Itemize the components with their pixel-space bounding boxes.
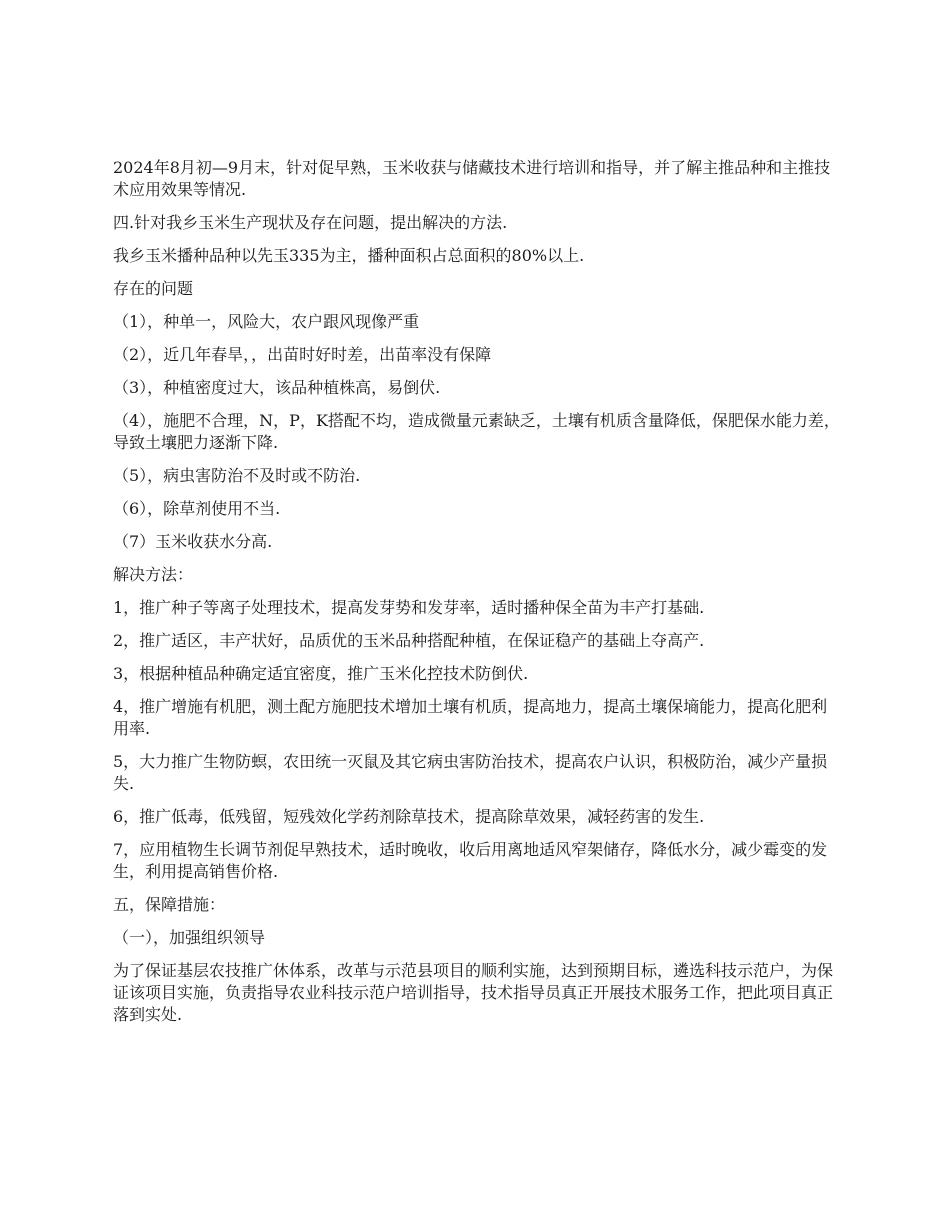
document-page <box>113 157 843 1037</box>
problem-item-7: （7）玉米收获水分高. <box>113 532 273 551</box>
solution-item-3: 3，根据种植品种确定适宜密度，推广玉米化控技术防倒伏. <box>113 664 529 683</box>
problem-item-1: （1），种单一，风险大，农户跟风现像严重 <box>113 312 420 331</box>
paragraph-variety: 我乡玉米播种品种以先玉335为主，播种面积占总面积的80%以上. <box>113 246 585 265</box>
solution-item-1: 1，推广种子等离子处理技术，提高发芽势和发芽率，适时播种保全苗为丰产打基础. <box>113 598 705 617</box>
section-heading-four: 四.针对我乡玉米生产现状及存在问题，提出解决的方法. <box>113 213 508 232</box>
solution-item-7: 7，应用植物生长调节剂促早熟技术，适时晚收，收后用离地适风窄架储存，降低水分，减少霉变的发生，利用提高销售价格. <box>113 840 828 881</box>
paragraph-intro: 2024年8月初—9月末，针对促早熟，玉米收获与储藏技术进行培训和指导，并了解主推品种和主推技术应用效果等情况. <box>113 158 831 199</box>
problem-item-5: （5），病虫害防治不及时或不防治. <box>113 466 361 485</box>
measure-heading-1: （一），加强组织领导 <box>113 928 266 947</box>
paragraph-closing: 为了保证基层农技推广休体系，改革与示范县项目的顺利实施，达到预期目标，遴选科技示范户，为保证该项目实施，负责指导农业科技示范户培训指导，技术指导员真正开展技术服务工作，把此项目真正落到实处. <box>113 961 834 1024</box>
solution-item-5: 5，大力推广生物防螟，农田统一灭鼠及其它病虫害防治技术，提高农户认识，积极防治，减少产量损失. <box>113 752 828 793</box>
solution-item-2: 2，推广适区，丰产状好，品质优的玉米品种搭配种植，在保证稳产的基础上夺高产. <box>113 631 705 650</box>
problem-item-3: （3），种植密度过大，该品种植株高，易倒伏. <box>113 378 441 397</box>
solutions-heading: 解决方法： <box>113 565 194 584</box>
solution-item-4: 4，推广增施有机肥，测土配方施肥技术增加土壤有机质，提高地力，提高土壤保墒能力，提高化肥利用率. <box>113 697 828 738</box>
problem-item-2: （2），近几年春旱，，出苗时好时差，出苗率没有保障 <box>113 345 492 364</box>
section-heading-five: 五，保障措施： <box>113 895 226 914</box>
problem-item-6: （6），除草剂使用不当. <box>113 499 281 518</box>
solution-item-6: 6，推广低毒，低残留，短残效化学药剂除草技术，提高除草效果，减轻药害的发生. <box>113 807 705 826</box>
problem-item-4: （4），施肥不合理，N，P，K搭配不均，造成微量元素缺乏，土壤有机质含量降低，保肥保水能力差，导致土壤肥力逐渐下降. <box>113 411 840 452</box>
problems-heading: 存在的问题 <box>113 279 194 298</box>
